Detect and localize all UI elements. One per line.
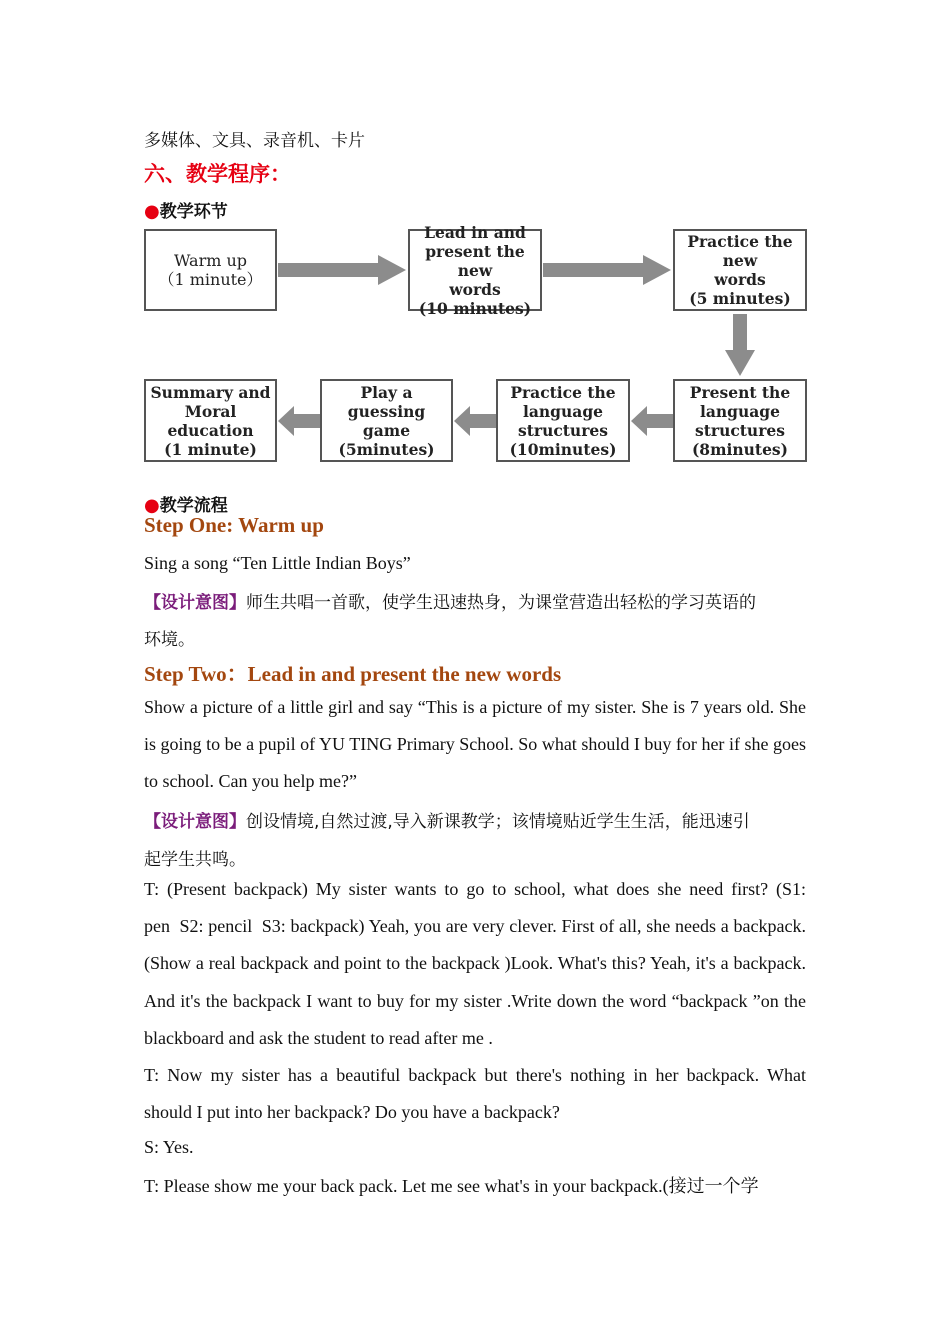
left-arrow-icon (631, 405, 673, 437)
note-text-continued: 环境。 (144, 630, 195, 650)
note-text: 师生共唱一首歌，使学生迅速热身，为课堂营造出轻松的学习英语的 (246, 593, 756, 613)
flow-box-practice-structures: Practice the language structures (10minutes) (496, 379, 630, 462)
note-text: 创设情境,自然过渡,导入新课教学；该情境贴近学生生活，能迅速引 (246, 812, 750, 832)
right-arrow-icon (278, 254, 408, 286)
flow-box-practice-words: Practice the new words (5 minutes) (673, 229, 807, 311)
note-tag: 【设计意图】 (144, 593, 246, 613)
flow-box-guessing-game: Play a guessing game (5minutes) (320, 379, 453, 462)
design-intent-note (144, 588, 756, 613)
bullet-dot-icon: ● (144, 495, 160, 516)
right-arrow-icon (543, 254, 673, 286)
dialogue-line: S: Yes. (144, 1137, 194, 1157)
down-arrow-icon (724, 314, 756, 378)
dialogue-paragraph: T: Now my sister has a beautiful backpack but there's nothing in her backpack. What should I put into her backpack? Do you have a backpack? (144, 1065, 806, 1123)
dialogue-line: T: Please show me your back pack. Let me see what's in your backpack.(接过一个学 (144, 1176, 759, 1196)
step-one-text: Sing a song “Ten Little Indian Boys” (144, 553, 411, 573)
bullet-dot-icon: ● (144, 201, 160, 222)
subheading-label: 教学流程 (159, 496, 228, 516)
step-one-title: Step One: Warm up (144, 513, 324, 537)
left-arrow-icon (278, 405, 320, 437)
subheading-label: 教学环节 (159, 202, 228, 222)
design-intent-note (144, 807, 750, 832)
flow-box-warm-up: Warm up （1 minute） (144, 229, 277, 311)
flow-box-present-structures: Present the language structures (8minutes) (673, 379, 807, 462)
step-two-paragraph: Show a picture of a little girl and say “This is a picture of my sister. She is 7 years old. She is going to be a pupil of YU TING Primary School. So what should I buy for her if she goes to school. Can you help me?” (144, 697, 806, 792)
dialogue-paragraph: T: (Present backpack) My sister wants to go to school, what does she need first? (S1: pen S2: pencil S3: backpack) Yeah, you are very clever. First of all, she needs a backpack. (Show a real backpack and point to the backpack )Look. What's this? Yeah, it's a backpack. And it's the backpack I want to buy for my sister .Write down the word “backpack ”on the blackboard and ask the student to read after me . (144, 879, 806, 1048)
flow-box-summary: Summary and Moral education (1 minute) (144, 379, 277, 462)
note-tag: 【设计意图】 (144, 812, 246, 832)
left-arrow-icon (454, 405, 496, 437)
flow-box-lead-in: Lead in and present the new words (10 minutes) (408, 229, 542, 311)
materials-line: 多媒体、文具、录音机、卡片 (144, 131, 365, 151)
section-heading: 六、教学程序： (144, 162, 291, 186)
subheading-teaching-steps (144, 197, 228, 222)
note-text-continued: 起学生共鸣。 (144, 850, 246, 870)
step-two-title: Step Two：Lead in and present the new words (144, 662, 562, 686)
